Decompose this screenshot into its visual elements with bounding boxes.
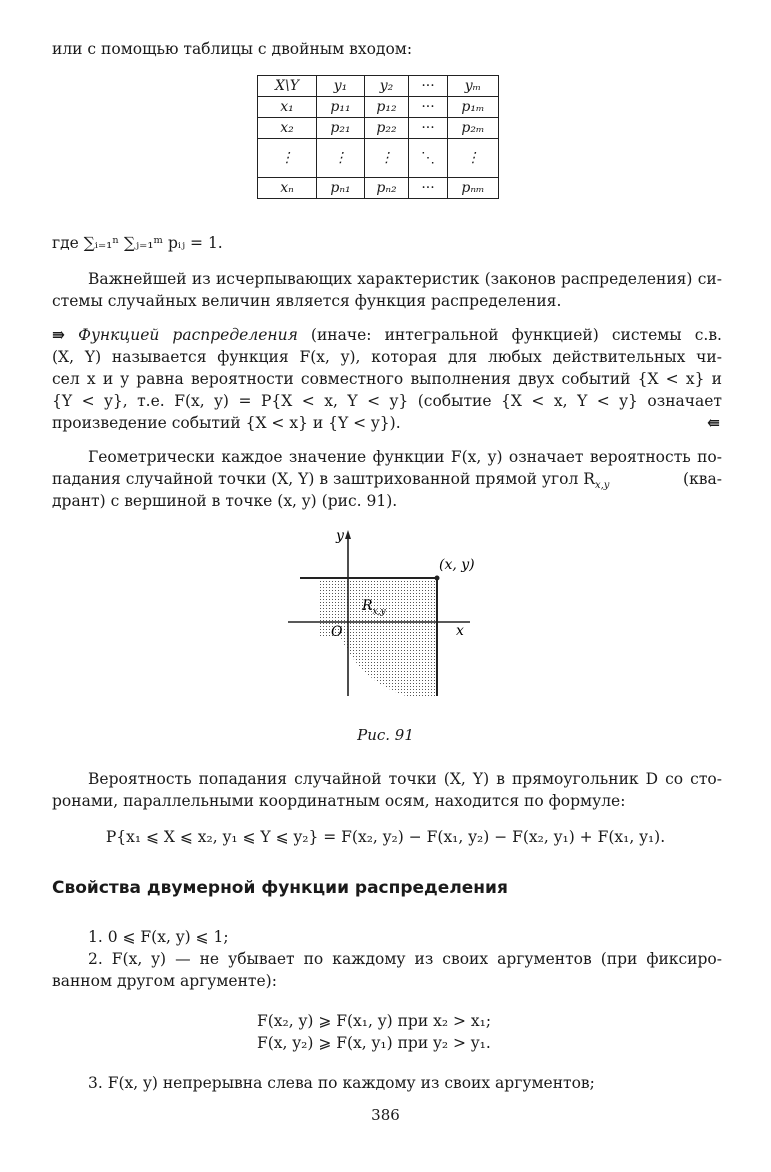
table-cell: y₂ <box>365 76 409 97</box>
table-cell: ⋮ <box>365 139 409 178</box>
sum-condition: где ∑ᵢ₌₁ⁿ ∑ⱼ₌₁ᵐ pᵢⱼ = 1. <box>52 234 223 252</box>
table-cell: ··· <box>409 118 448 139</box>
table-cell: xₙ <box>258 178 317 199</box>
table-row <box>258 178 499 199</box>
paragraph-line: ронами, параллельными координатным осям, находится по формуле: <box>52 792 626 810</box>
table-cell: X\Y <box>258 76 317 97</box>
table-cell: ⋮ <box>448 139 499 178</box>
definition-line: ⇛ Функцией распределения (иначе: интегральной функцией) системы с.в. <box>52 325 722 344</box>
figure-91 <box>280 526 500 706</box>
table-row <box>258 97 499 118</box>
table-cell: x₂ <box>258 118 317 139</box>
table-cell: pₙ₂ <box>365 178 409 199</box>
monotonic-formula: F(x₂, y) ⩾ F(x₁, y) при x₂ > x₁; <box>257 1012 492 1030</box>
monotonic-formula: F(x, y₂) ⩾ F(x, y₁) при y₂ > y₁. <box>257 1034 491 1052</box>
paragraph-line: падания случайной точки (X, Y) в заштрихованной прямой угол $R_{x,y}$ (ква- <box>52 470 722 492</box>
axis-x-label: x <box>456 623 464 639</box>
table-cell: y₁ <box>317 76 365 97</box>
paragraph-line: стемы случайных величин является функция распределения. <box>52 292 562 310</box>
distribution-table <box>257 75 499 199</box>
paragraph-line: Вероятность попадания случайной точки (X, Y) в прямоугольник D со сто- <box>88 770 722 788</box>
section-heading: Свойства двумерной функции распределения <box>52 878 508 898</box>
point-label: (x, y) <box>439 557 475 573</box>
table-cell: p₁₁ <box>317 97 365 118</box>
paragraph-line: Важнейшей из исчерпывающих характеристик (законов распределения) си- <box>88 270 722 288</box>
table-cell: ··· <box>409 97 448 118</box>
property-item: ванном другом аргументе): <box>52 972 277 990</box>
definition-line: произведение событий {X < x} и {Y < y}). ⇚ <box>52 413 720 432</box>
figure-caption: Рис. 91 <box>357 726 414 744</box>
table-cell: p₁₂ <box>365 97 409 118</box>
property-item: 2. F(x, y) — не убывает по каждому из своих аргументов (при фиксиро- <box>88 950 722 968</box>
property-item: 1. 0 ⩽ F(x, y) ⩽ 1; <box>88 928 229 946</box>
table-cell: ⋱ <box>409 139 448 178</box>
page-number: 386 <box>371 1106 400 1124</box>
table-cell: ⋮ <box>258 139 317 178</box>
table-cell: pₙₘ <box>448 178 499 199</box>
table-cell: p₂ₘ <box>448 118 499 139</box>
vertex-point <box>435 576 440 581</box>
region-label: $R_{x,y}$ <box>362 598 386 617</box>
definition-line: {Y < y}, т.е. F(x, y) = P{X < x, Y < y} (событие {X < x, Y < y} означает <box>52 392 722 410</box>
axis-y-label: y <box>336 528 344 544</box>
paragraph-line: дрант) с вершиной в точке (x, y) (рис. 91). <box>52 492 398 510</box>
table-cell: p₁ₘ <box>448 97 499 118</box>
table-cell: ··· <box>409 76 448 97</box>
table-cell: ··· <box>409 178 448 199</box>
y-axis-arrow-icon <box>345 530 351 539</box>
table-cell: p₂₁ <box>317 118 365 139</box>
paragraph-line: Геометрически каждое значение функции F(x, y) означает вероятность по- <box>88 448 722 466</box>
table-row <box>258 118 499 139</box>
definition-term: Функцией распределения <box>78 326 298 344</box>
probability-formula: P{x₁ ⩽ X ⩽ x₂, y₁ ⩽ Y ⩽ y₂} = F(x₂, y₂) − F(x₁, y₂) − F(x₂, y₁) + F(x₁, y₁). <box>105 828 666 846</box>
definition-line: сел x и y равна вероятности совместного выполнения двух событий {X < x} и <box>52 370 722 388</box>
definition-line: (X, Y) называется функция F(x, y), которая для любых действительных чи- <box>52 348 722 366</box>
table-cell: x₁ <box>258 97 317 118</box>
table-header-row <box>258 76 499 97</box>
arrow-left-icon: ⇚ <box>707 413 720 432</box>
table-cell: pₙ₁ <box>317 178 365 199</box>
origin-label: O <box>331 624 343 640</box>
intro-text: или с помощью таблицы с двойным входом: <box>52 40 413 58</box>
table-cell: ⋮ <box>317 139 365 178</box>
table-row <box>258 139 499 178</box>
table-cell: p₂₂ <box>365 118 409 139</box>
table-cell: yₘ <box>448 76 499 97</box>
property-item: 3. F(x, y) непрерывна слева по каждому из своих аргументов; <box>88 1074 595 1092</box>
arrow-right-icon: ⇛ <box>52 325 65 344</box>
